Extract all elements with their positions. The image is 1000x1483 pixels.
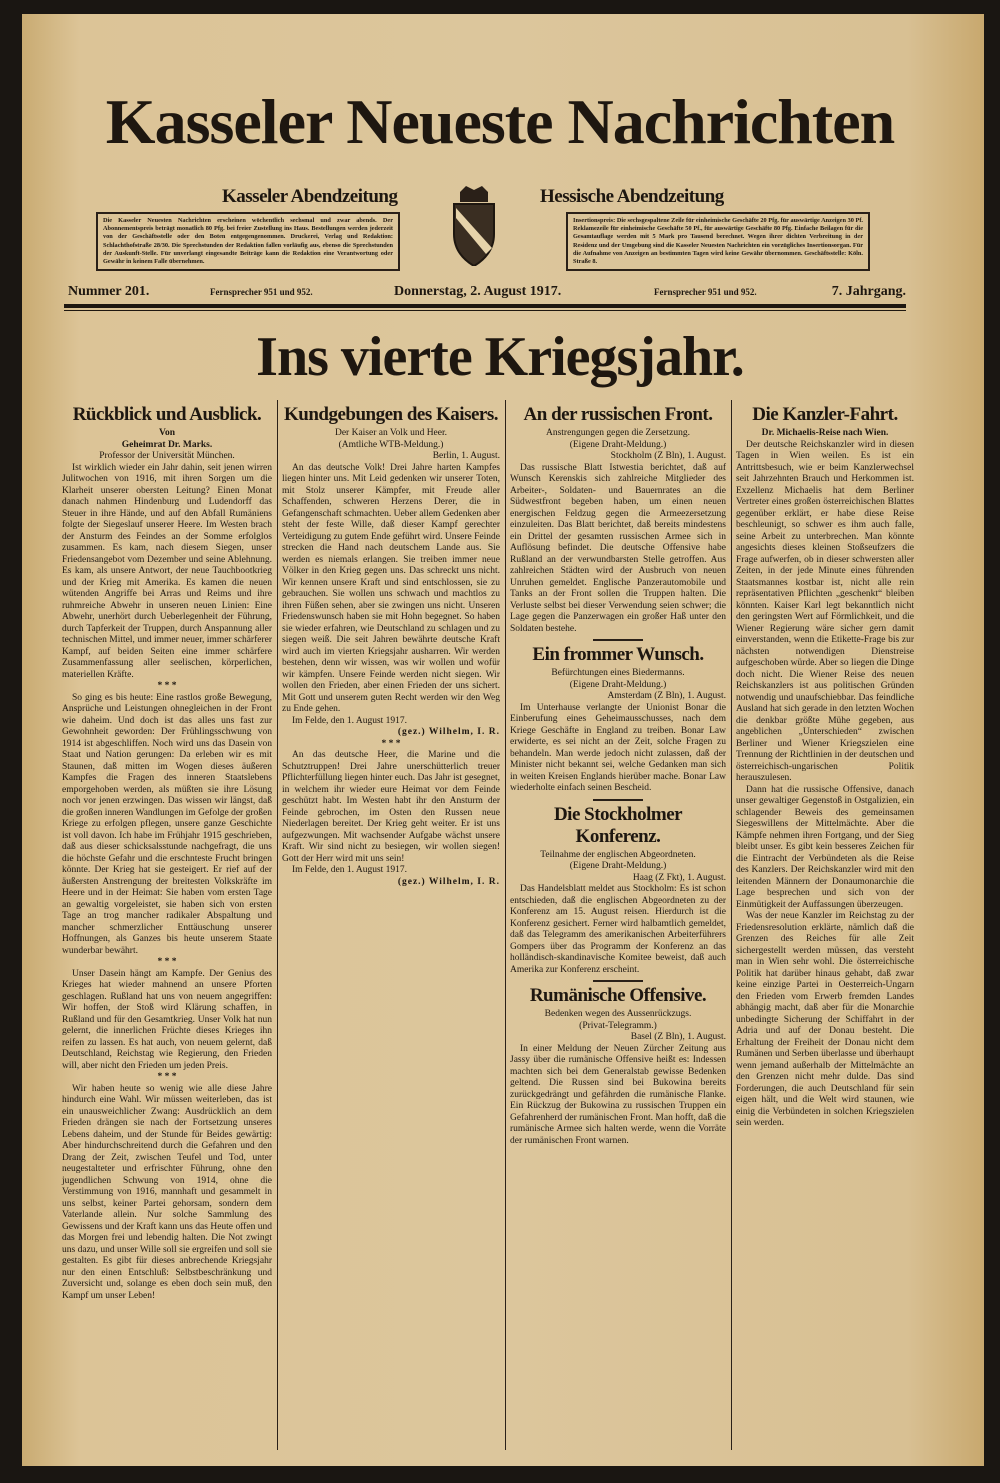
article-kaiser — [282, 404, 500, 888]
volume: 7. Jahrgang. — [831, 284, 906, 299]
column-divider — [731, 400, 732, 1450]
paragraph: An das deutsche Heer, die Marine und die Schutztruppen! Drei Jahre unerschütterlich treuer Pflichterfüllung liegen hinter euch. Das Jahr ist gesegnet, in welchem ihr wieder eure Heimat vor dem Feinde geschützt habt. Im Westen habt ihr den Ansturm der Feinde gebrochen, im Osten den Russen neue Niederlagen bereitet. Der Krieg geht weiter. Er ist uns aufgezwungen. Mit wachsender Aufgabe wächst unsere Kraft. Wir sind nicht zu besiegen, wir wollen siegen! Gott der Herr wird mit uns sein! — [282, 750, 500, 864]
article-divider — [593, 980, 643, 982]
paragraph: So ging es bis heute: Eine rastlos große Bewegung, Ansprüche und Leistungen ohnegleichen in der Front wie daheim. Und doch ist das alles uns fast zur Gewohnheit geworden: Der Frühlingsschwung von 1914 ist abgeschliffen. Noch wird uns das Dasein von Staat und Nation gerungen: Da erleben wir es mit Staunen, daß mitten im Wogen dieses äußeren Kampfes die Fragen des inneren Staatslebens emporgehoben werden, als müßten sie ihre Lösung noch vor jenen erzwingen. Das wissen wir längst, daß die großen inneren Wandlungen im Gefolge der großen Kriege zu erfolgen pflegen, unsere ganze Geschichte ist voll davon. Ich habe im Frühjahr 1915 geschrieben, daß aus dieser schicksalsstunde nachgefragt, die uns die höchste Gefahr und die erschnteste Frucht bringen könnte. Der Krieg hat sie gesteigert. Er rief auf der äußersten Anstrengung der breitesten Volkskräfte im Heere und in der Heimat: Sie haben vom ersten Tage an gewaltig vorgeleistet, sie haben sich von ersten Tage an trog mancher radikaler Abspaltung und mancher schmerzlicher Enttäuschung unserer Hoffnungen, als Ganzes bis heute unserem Staate wunderbar bewährt. — [62, 692, 272, 956]
paragraph: Das russische Blatt Istwestia berichtet, daß auf Wunsch Kerenskis sich zahlreiche Mitglieder des Arbeiter-, Soldaten- und Bauernrates an die Südwestfront begeben haben, um einen neuen energischen Feldzug gegen die Armeezersetzung einzuleiten. Das Blatt berichtet, daß bereits mindestens ein Drittel der gesamten russischen Armee sich in Auflösung befindet. Die deutsche Offensive habe Rußland an der verwundbarsten Stelle getroffen. Aus zahlreichen Städten wird der Ausbruch von neuen Unruhen gemeldet. Englische Panzerautomobile und Tanks an der Front sollen die Truppen halten. Die Verluste selbst bei dieser Verwendung seien schwer; die Lage gegen die Panzerwagen ein großer Haß unter den Soldaten bestehe. — [510, 462, 726, 634]
main-headline: Ins vierte Kriegsjahr. — [256, 326, 744, 388]
paragraph: Was der neue Kanzler im Reichstag zu der Friedensresolution erklärte, nämlich daß die Grenzen des Reiches für alle Zeit sichergestellt werden müssen, das versteht man in Wien sehr wohl. Die österreichische Politik hat darüber hinaus gehabt, daß zwar keine einzige Partei in Oesterreich-Ungarn den Frieden vom Erwerb fremden Landes abhängig macht, daß aber für die Monarchie unbedingte Sicherung der Schiffahrt in der Adria und auf der Donau besteht. Die Erhaltung der Freiheit der Donau nicht dem Rumänen und Serben überlasse und überhaupt wenn jemand außerhalb der Mittelmächte an den Grenzen nicht mehr dulde. Das sind Forderungen, die auch Deutschland für sein eigen hält, und die Welt wird staunen, wie einig die Verbündeten in solchen Kriegszielen sein werden. — [736, 911, 914, 1128]
article-kanzler — [736, 404, 914, 1130]
masthead-subtitle-left: Kasseler Abendzeitung — [222, 186, 398, 207]
article-rueckblick — [62, 404, 272, 1302]
dateline-place: Berlin, 1. August. — [432, 451, 500, 461]
coat-of-arms-icon — [446, 186, 502, 266]
article-subtitle: Anstrengungen gegen die Zersetzung. — [545, 428, 691, 438]
column-divider — [277, 400, 278, 1450]
paragraph: An das deutsche Volk! Drei Jahre harten Kampfes liegen hinter uns. Mit Leid gedenken wir unserer Toten, mit Stolz unserer Kämpfer, mit Freude aller Schaffenden, schweren Herzens Derer, die in Gefangenschaft schmachten. Ueber allem Gedenken aber steht der feste Wille, daß dieser Kampf gerechter Verteidigung zu gutem Ende geführt wird. Unsere Feinde strecken die Hand nach deutschem Lande aus. Sie werden es niemals erlangen. Sie treiben immer neue Völker in den Krieg gegen uns. Das schreckt uns nicht. Wir kennen unsere Kraft und sind entschlossen, sie zu gebrauchen. Sie wollen uns schwach und machtlos zu ihren Füßen sehen, aber sie zwingen uns nicht. Unseren Friedenswunsch haben sie mit Hohn begegnet. So haben sie wieder erfahren, wie Deutschland zu schlagen und zu siegen weiß. Die seit Jahren bewährte deutsche Kraft wird auch im vierten Kriegsjahr ausharren. Wir werden bestehen, denn wir wissen, was wir wollen und wofür wir kämpfen. Unsere Feinde werden nicht siegen. Wir wollen den Frieden, aber einen Frieden der uns sichert. Mit Gott und unserem guten Recht werden wir den Weg zu Ende gehen. — [282, 462, 500, 714]
article-title: Ein frommer Wunsch. — [532, 644, 704, 665]
article-subtitle: Dr. Michaelis-Reise nach Wien. — [761, 428, 889, 438]
article-title: Kundgebungen des Kaisers. — [284, 404, 498, 425]
signature: (gez.) Wilhelm, I. R. — [397, 876, 500, 887]
paragraph: Dann hat die russische Offensive, danach unser gewaltiger Gegenstoß in Ostgalizien, ein schlagender Beweis des gemeinsamen Siegeswillens der Mittelmächte. Aber die Kämpfe nehmen ihren Fortgang, und der Sieg bleibt unser. Es gibt kein besseres Zeichen für die Eintracht der Verbündeten als die Reise des Kanzlers. Der Reichskanzler wird mit den leitenden Männern der Donaumonarchie die Lage besprechen und sich von der Einmütigkeit der Auffassungen überzeugen. — [736, 784, 914, 910]
phone-right: Fernsprecher 951 und 952. — [654, 287, 757, 297]
signature-date: Im Felde, den 1. August 1917. — [292, 865, 408, 875]
article-subtitle: Der Kaiser an Volk und Heer. — [334, 428, 448, 438]
article-source: (Eigene Draht-Meldung.) — [569, 679, 667, 690]
column-1 — [62, 404, 272, 1302]
paragraph: Wir haben heute so wenig wie alle diese Jahre hindurch eine Wahl. Wir müssen weiterleben, das ist ein unausweichlicher Zwang: Ausdrücklich an dem Frieden drängen sie nach der Fortsetzung unseres Lebens daheim, und der Stunde für Beides gewärtig: Aber hindurchschreitend durch die Gefahren und den Drang der Zeit, zwischen Teufel und Tod, unter neugestalteter und erfrischter Führung, ohne den jugendlichen Schwung von 1914, ohne die Verstimmung von 1916, mannhaft und gesammelt in uns selbst, keiner Partei gehorsam, sondern dem Vaterlande allein. Nur solche Sammlung des Gewissens und der Kraft kann uns das Heute offen und das Morgen frei und lebendig halten. Die Not zwingt uns dazu, und unser Wille soll sie ergreifen und soll sie gestalten. Es gibt für dieses anbrechende Kriegsjahr nur den einen Entschluß: Selbstbeschränkung und Zuversicht und, solange es eben doch sein muß, den Kampf um unser Leben! — [62, 1083, 272, 1301]
masthead-rule — [64, 304, 906, 308]
article-source: (Amtliche WTB-Meldung.) — [338, 439, 444, 450]
issue-number: Nummer 201. — [68, 284, 150, 299]
phone-left: Fernsprecher 951 und 952. — [210, 287, 313, 297]
article-subtitle: Teilnahme der englischen Abgeordneten. — [540, 849, 696, 860]
paragraph: Der deutsche Reichskanzler wird in diesen Tagen in Wien weilen. Es ist ein Antrittsbesuch, wie er beim Kanzlerwechsel seit Jahrzehnten Brauch und Herkommen ist. Exzellenz Michaelis hat dem Berliner Vertreter eines großen österreichischen Blattes gegenüber erklärt, er habe diese Reise beschleunigt, so schwer es ihm auch falle, seine Arbeit zu unterbrechen. Man könnte angesichts dieses kleinen Stoßseufzers die Frage aufwerfen, ob in dieser schwersten aller Zeiten, in der jede Minute eines führenden Staatsmannes kostbar ist, nicht alle rein repräsentativen Pflichten „geschenkt“ bleiben könnten. Kaiser Karl legt bekanntlich nicht den geringsten Wert auf Förmlichkeit, und die Wiener Regierung wäre sicher gern damit einverstanden, wenn die Etikette-Frage bis zur nächsten notwendigen Dienstreise aufgeschoben würde. Aber so liegen die Dinge doch nicht. Die Wiener Reise des neuen Reichskanzlers ist aus politischen Gründen notwendig und unaufschiebbar. Das feindliche Ausland hat sich gerade in den letzten Wochen die denkbar größte Mühe gegeben, aus angeblichen „Unterschieden“ zwischen Berliner und Wiener Kriegszielen eine Trennung der Richtlinien in der deutschen und österreichisch-ungarischen Politik herauszulesen. — [736, 439, 914, 783]
article-subtitle: Befürchtungen eines Biedermanns. — [551, 668, 685, 678]
signature: (gez.) Wilhelm, I. R. — [397, 727, 500, 737]
masthead-title: Kasseler Neueste Nachrichten — [105, 86, 895, 157]
article-source: (Eigene Draht-Meldung.) — [569, 439, 667, 450]
byline-prefix: Von — [158, 428, 176, 438]
masthead-subtitle-right: Hessische Abendzeitung — [540, 186, 724, 207]
paragraph: In einer Meldung der Neuen Zürcher Zeitung aus Jassy über die rumänische Offensive heißt es: Indessen machten sich bei dem Generalstab gewisse Bedenken geltend. Die Russen sind bei Bukowina bereits zurückgedrängt und gefährden die rumänische Flanke. Ein Rückzug der Bukowina zu russischen Truppen ein Gefahrenherd der rumänischen Front. Man hofft, daß die rumänische Armee sich halten werde, wenn die Vorräte der rumänischen Front warnen. — [510, 1043, 726, 1146]
article-title: Rumänische Offensive. — [529, 985, 707, 1006]
section-separator: * * * — [157, 1072, 177, 1082]
column-3 — [510, 404, 726, 1147]
dateline-place: Amsterdam (Z Bln), 1. August. — [607, 691, 726, 701]
article-title: An der russischen Front. — [523, 404, 713, 425]
article-subtitle: Bedenken wegen des Aussenrückzugs. — [544, 1009, 692, 1019]
masthead-rule-thin — [64, 310, 906, 311]
article-konferenz — [510, 804, 726, 977]
article-title: Die Stockholmer Konferenz. — [553, 803, 683, 847]
article-divider — [593, 639, 643, 641]
article-rumaenien — [510, 985, 726, 1147]
article-divider — [593, 799, 643, 801]
dateline-place: Basel (Z Bln), 1. August. — [630, 1032, 726, 1042]
advertising-info-box: Insertionspreis: Die sechsgespaltene Zeile für einheimische Geschäfte 20 Pfg. für auswärtige Anzeigen 30 Pf. Reklamezeile für einheimische Geschäfte 50 Pf., für auswärtige Geschäfte 80 Pfg. Einfache Beilagen für die Gesamtauflage werden mit 5 Mark pro Tausend berechnet. Wegen ihrer dichten Verbreitung in der Residenz und der Umgebung sind die Kasseler Neuesten Nachrichten ein vorzügliches Insertionsorgan. Für die Aufnahme von Anzeigen an bestimmten Tagen wird keine Gewähr übernommen. Geschäftsstelle: Köln. Straße 8. — [566, 212, 870, 271]
column-divider — [505, 400, 506, 1450]
dateline-place: Stockholm (Z Bln), 1. August. — [610, 451, 726, 461]
author: Geheimrat Dr. Marks. — [121, 439, 213, 450]
section-separator: * * * — [157, 681, 177, 691]
section-separator: * * * — [157, 957, 177, 967]
article-source: (Privat-Telegramm.) — [579, 1020, 657, 1031]
article-wunsch — [510, 644, 726, 795]
subscription-info-box: Die Kasseler Neuesten Nachrichten erscheinen wöchentlich sechsmal und zwar abends. Der Abonnementspreis beträgt monatlich 80 Pfg. bei freier Zustellung ins Haus. Bestellungen werden jederzeit von der Geschäftsstelle oder den Boten entgegengenommen. Druckerei, Verlag und Redaktion: Schlachthofstraße 28/30. Die Sprechstunden der Redaktion fallen vorläufig aus, ebenso die Sprechstunden der Auskunft-Stelle. Für unverlangt eingesandte Beiträge kann die Redaktion eine Verantwortung oder Gewähr in keinem Falle übernehmen. — [96, 212, 400, 271]
paragraph: Ist wirklich wieder ein Jahr dahin, seit jenen wirren Julitwochen von 1916, mit ihren Sorgen um die Klarheit unserer obersten Leitung? Einen Monat danach nahmen Hindenburg und Ludendorff das Steuer in ihre Hände, und auf den Abfall Rumäniens folgte der Siegeslauf unserer Heere. Im Westen brach der Ansturm des Feindes an der Somme erfolglos zusammen. Es kam, nach diesem Siegen, unser Friedensangebot vom Dezember und seine Ablehnung. Es kam, als unsere Antwort, der neue Tauchbootkrieg und der Krieg mit Amerika. Es kamen die neuen wütenden Angriffe bei Arras und Reims und ihre ruhmreiche Abwehr in unseren neuen Linien: Eine Abwehr, unerhört durch Ueberlegenheit der Führung, durch Tapferkeit der Truppen, durch Anspannung aller technischen Mittel, und immer neuer, immer schärferer Kampf, auf beiden Seiten eine immer schärfere Zusammenfassung aller seelischen, körperlichen, materiellen Kräfte. — [62, 462, 272, 680]
paragraph: Unser Dasein hängt am Kampfe. Der Genius des Krieges hat wieder mahnend an unsere Pforten geschlagen. Rußland hat uns von neuem angegriffen: Wir hoffen, der Stoß wird Klärung schaffen, in Rußland und für den Gesamtkrieg. Unser Volk hat nun gelernt, die innerlichen Früchte dieses Krieges ihn reifen zu lassen. Es hat auch, von neuem gelernt, daß Deutschland, Reichstag wie Regierung, den Frieden will, aber nicht den Frieden um jeden Preis. — [62, 968, 272, 1071]
article-title: Rückblick und Ausblick. — [72, 404, 262, 425]
article-source: (Eigene Draht-Meldung.) — [569, 861, 667, 871]
dateline-place: Haag (Z Fkt), 1. August. — [632, 872, 726, 883]
section-separator: * * * — [381, 738, 401, 749]
column-4 — [736, 404, 914, 1130]
article-russland — [510, 404, 726, 635]
author-role: Professor der Universität München. — [99, 451, 235, 461]
dateline — [64, 284, 906, 304]
paragraph: Im Unterhause verlangte der Unionist Bonar die Einberufung eines Geheimausschusses, nach dem Kriege Geschäfte in England zu treiben. Bonar Law erwiderte, es sei nicht an der Zeit, solche Fragen zu behandeln. Man werde jedoch nicht zulassen, daß der Minister nicht bekannt sei, welche Gedanken man sich in weiten Kreisen Englands hierüber mache. Bonar Law wiederholte einfach seinen Bescheid. — [510, 702, 726, 793]
paragraph: Das Handelsblatt meldet aus Stockholm: Es ist schon entschieden, daß die englischen Abgeordneten zu der Konferenz am 15. August reisen. Hierdurch ist die Konferenz gesichert. Ferner wird halbamtlich gemeldet, daß das Telegramm des amerikanischen Arbeiterführers Gompers über das Programm der Konferenz an das holländisch-skandinavische Komitee beweist, daß auch Amerika zur Konferenz erscheint. — [510, 884, 726, 975]
column-2 — [282, 404, 500, 888]
issue-date: Donnerstag, 2. August 1917. — [394, 284, 562, 299]
article-title: Die Kanzler-Fahrt. — [752, 404, 898, 425]
signature-date: Im Felde, den 1. August 1917. — [292, 715, 408, 726]
